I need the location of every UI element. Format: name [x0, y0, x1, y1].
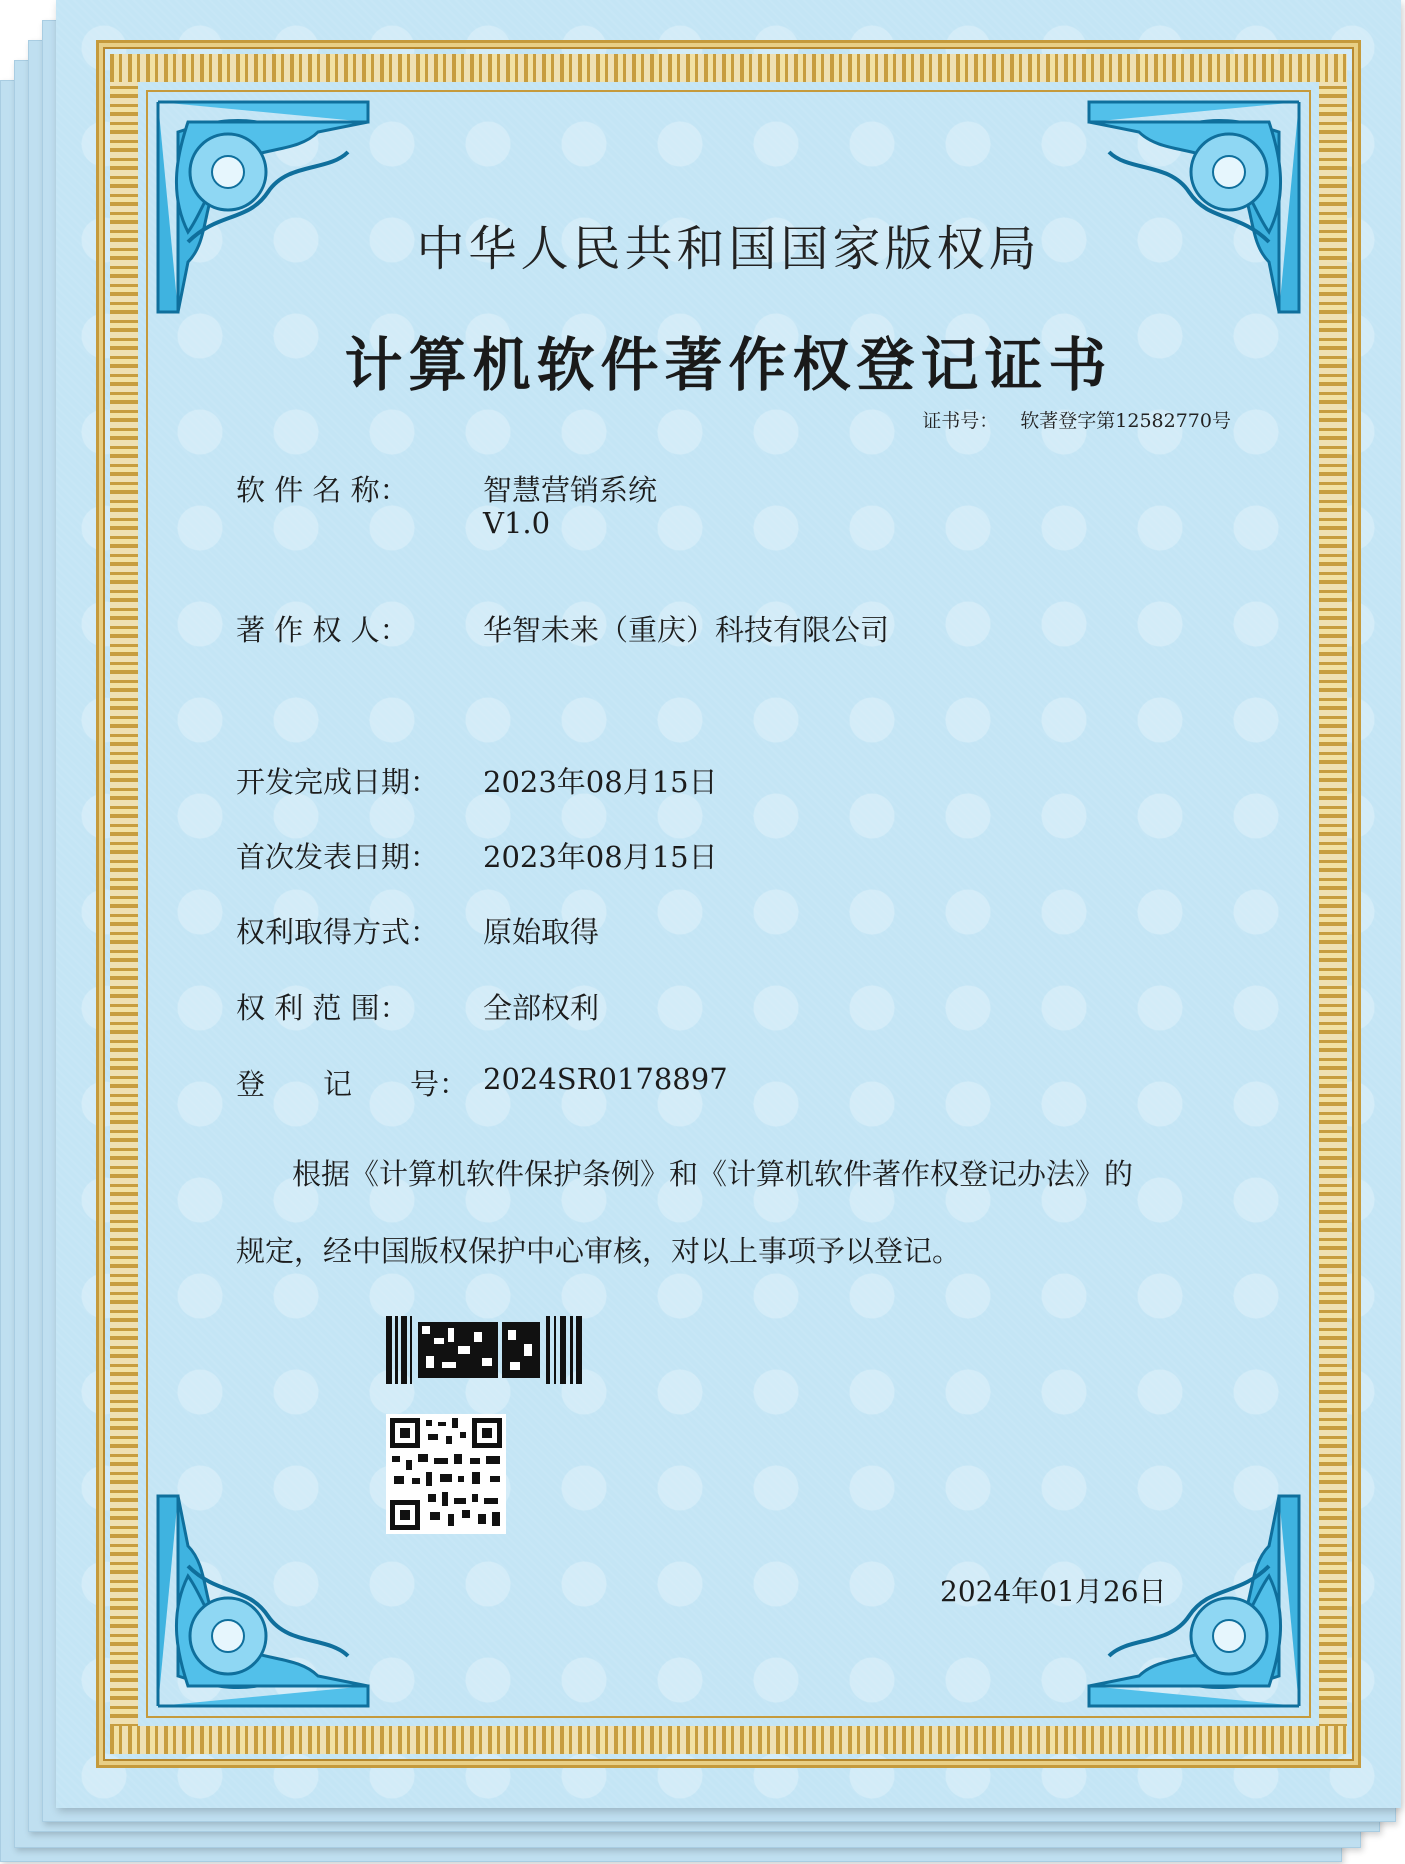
- field-value: 全部权利: [483, 991, 600, 1025]
- corner-ornament-icon: [148, 92, 378, 322]
- corner-ornament-icon: [148, 1486, 378, 1716]
- field-label: 权 利 范 围：: [236, 991, 409, 1025]
- field-label: 登 记 号：: [236, 1067, 469, 1101]
- certificate-number-label: 证书号：: [922, 410, 999, 432]
- field-value: 智慧营销系统: [483, 473, 658, 507]
- certificate-number-value: 软著登字第12582770号: [1020, 410, 1231, 432]
- issuer-name: 中华人民共和国国家版权局: [416, 221, 1041, 277]
- certificate: [56, 0, 1401, 1808]
- field-label: 软 件 名 称：: [236, 473, 409, 507]
- qr-code-icon: [386, 1414, 506, 1534]
- barcode-icon: [386, 1316, 582, 1384]
- field-value: 2024SR0178897: [483, 1062, 728, 1096]
- corner-ornament-icon: [1079, 92, 1309, 322]
- field-value: 2023年08月15日: [483, 840, 718, 874]
- field-value: 华智未来（重庆）科技有限公司: [483, 613, 890, 647]
- field-value: 2023年08月15日: [483, 765, 718, 799]
- field-label: 权利取得方式：: [236, 915, 440, 949]
- issue-date: 2024年01月26日: [940, 1575, 1167, 1608]
- statement-line-1: 根据《计算机软件保护条例》和《计算机软件著作权登记办法》的: [292, 1157, 1134, 1191]
- field-value-version: V1.0: [483, 506, 551, 540]
- statement-line-2: 规定，经中国版权保护中心审核，对以上事项予以登记。: [236, 1234, 962, 1268]
- certificate-title: 计算机软件著作权登记证书: [344, 331, 1113, 399]
- field-label: 开发完成日期：: [236, 765, 440, 799]
- field-label: 著 作 权 人：: [236, 613, 409, 647]
- field-value: 原始取得: [483, 915, 600, 949]
- field-label: 首次发表日期：: [236, 840, 440, 874]
- certificate-number: [922, 406, 1231, 433]
